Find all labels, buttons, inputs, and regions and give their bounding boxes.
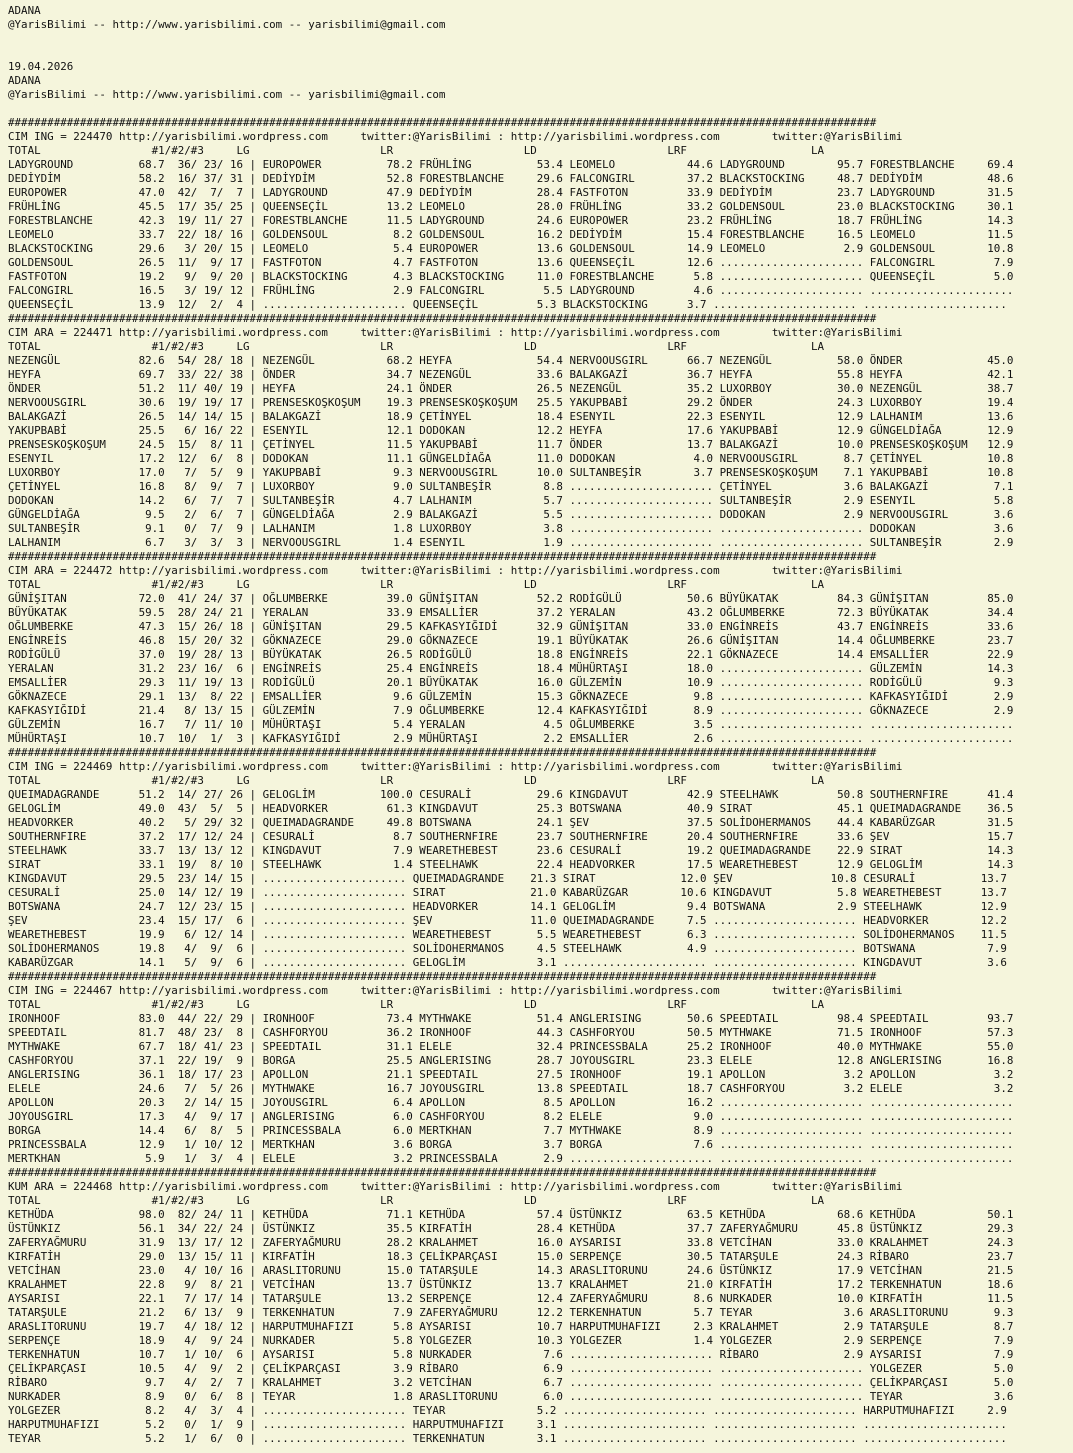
section-title: CIM ING = 224469 http://yarisbilimi.wordpress.com twitter:@YarisBilimi : http://yarisbilimi.wordpress.com twitter:@YarisBilimi: [8, 760, 903, 773]
column-header: TOTAL #1/#2/#3 LG LR LD LRF LA: [8, 998, 825, 1011]
table-row: KINGDAVUT 29.5 23/ 14/ 15 | ...................... QUEIMADAGRANDE 21.3 SIRAT 12.0 ŞEV 10.8 CESURALİ 13.7: [8, 872, 1007, 885]
table-row: ANGLERISING 36.1 18/ 17/ 23 | APOLLON 21.1 SPEEDTAIL 27.5 IRONHOOF 19.1 APOLLON 3.2 APOLLON 3.2: [8, 1068, 1014, 1081]
section-separator: #####################################################################################################################################: [8, 116, 877, 129]
table-row: PRINCESSBALA 12.9 1/ 10/ 12 | MERTKHAN 3.6 BORGA 3.7 BORGA 7.6 ...................... ......................: [8, 1138, 1014, 1151]
table-row: WEARETHEBEST 19.9 6/ 12/ 14 | ...................... WEARETHEBEST 5.5 WEARETHEBEST 6.3 ...................... SOLİDOHERMANOS 11.5: [8, 928, 1007, 941]
table-row: BORGA 14.4 6/ 8/ 5 | PRINCESSBALA 6.0 MERTKHAN 7.7 MYTHWAKE 8.9 ...................... ......................: [8, 1124, 1014, 1137]
section-title: CIM ARA = 224472 http://yarisbilimi.wordpress.com twitter:@YarisBilimi : http://yarisbilimi.wordpress.com twitter:@YarisBilimi: [8, 564, 903, 577]
table-row: VETCİHAN 23.0 4/ 10/ 16 | ARASLITORUNU 15.0 TATARŞULE 14.3 ARASLITORUNU 24.6 ÜSTÜNKIZ 17.9 VETCİHAN 21.5: [8, 1264, 1014, 1277]
table-row: ELELE 24.6 7/ 5/ 26 | MYTHWAKE 16.7 JOYOUSGIRL 13.8 SPEEDTAIL 18.7 CASHFORYOU 3.2 ELELE 3.2: [8, 1082, 1014, 1095]
table-row: MERTKHAN 5.9 1/ 3/ 4 | ELELE 3.2 PRINCESSBALA 2.9 ...................... ...................... ......................: [8, 1152, 1014, 1165]
section-title: CIM ARA = 224471 http://yarisbilimi.wordpress.com twitter:@YarisBilimi : http://yarisbilimi.wordpress.com twitter:@YarisBilimi: [8, 326, 903, 339]
table-row: QUEIMADAGRANDE 51.2 14/ 27/ 26 | GELOGLİM 100.0 CESURALİ 29.6 KINGDAVUT 42.9 STEELHAWK 50.8 SOUTHERNFIRE 41.4: [8, 788, 1014, 801]
table-row: DODOKAN 14.2 6/ 7/ 7 | SULTANBEŞİR 4.7 LALHANIM 5.7 ...................... SULTANBEŞİR 2.9 ESENYIL 5.8: [8, 494, 1014, 507]
table-row: AYSARISI 22.1 7/ 17/ 14 | TATARŞULE 13.2 SERPENÇE 12.4 ZAFERYAĞMURU 8.6 NURKADER 10.0 KIRFATİH 11.5: [8, 1292, 1014, 1305]
race-section: [8, 312, 1013, 550]
table-row: CASHFORYOU 37.1 22/ 19/ 9 | BORGA 25.5 ANGLERISING 28.7 JOYOUSGIRL 23.3 ELELE 12.8 ANGLERISING 16.8: [8, 1054, 1014, 1067]
blank-line: [8, 46, 1013, 60]
section-title: CIM ING = 224470 http://yarisbilimi.wordpress.com twitter:@YarisBilimi : http://yarisbilimi.wordpress.com twitter:@YarisBilimi: [8, 130, 903, 143]
table-row: KABARÜZGAR 14.1 5/ 9/ 6 | ...................... GELOGLİM 3.1 ...................... ...................... KINGDAVUT 3.6: [8, 956, 1007, 969]
table-row: EUROPOWER 47.0 42/ 7/ 7 | LADYGROUND 47.9 DEDİYDİM 28.4 FASTFOTON 33.9 DEDİYDİM 23.7 LADYGROUND 31.5: [8, 186, 1014, 199]
table-row: NURKADER 8.9 0/ 6/ 8 | TEYAR 1.8 ARASLITORUNU 6.0 ...................... ...................... TEYAR 3.6: [8, 1390, 1014, 1403]
table-row: ESENYIL 17.2 12/ 6/ 8 | DODOKAN 11.1 GÜNGELDİAĞA 11.0 DODOKAN 4.0 NERVOOUSGIRL 8.7 ÇETİNYEL 10.8: [8, 452, 1014, 465]
table-row: TATARŞULE 21.2 6/ 13/ 9 | TERKENHATUN 7.9 ZAFERYAĞMURU 12.2 TERKENHATUN 5.7 TEYAR 3.6 ARASLITORUNU 9.3: [8, 1306, 1014, 1319]
race-section: [8, 550, 1013, 746]
table-row: LALHANIM 6.7 3/ 3/ 3 | NERVOOUSGIRL 1.4 ESENYIL 1.9 ...................... ...................... SULTANBEŞİR 2.9: [8, 536, 1014, 549]
table-row: SIRAT 33.1 19/ 8/ 10 | STEELHAWK 1.4 STEELHAWK 22.4 HEADVORKER 17.5 WEARETHEBEST 12.9 GELOGLİM 14.3: [8, 858, 1014, 871]
table-row: IRONHOOF 83.0 44/ 22/ 29 | IRONHOOF 73.4 MYTHWAKE 51.4 ANGLERISING 50.6 SPEEDTAIL 98.4 SPEEDTAIL 93.7: [8, 1012, 1014, 1025]
table-row: ÇELİKPARÇASI 10.5 4/ 9/ 2 | ÇELİKPARÇASI 3.9 RİBARO 6.9 ...................... ...................... YOLGEZER 5.0: [8, 1362, 1014, 1375]
table-row: BALAKGAZİ 26.5 14/ 14/ 15 | BALAKGAZİ 18.9 ÇETİNYEL 18.4 ESENYIL 22.3 ESENYIL 12.9 LALHANIM 13.6: [8, 410, 1014, 423]
table-row: SOLİDOHERMANOS 19.8 4/ 9/ 6 | ...................... SOLİDOHERMANOS 4.5 STEELHAWK 4.9 ...................... BOTSWANA 7.9: [8, 942, 1007, 955]
table-row: ÜSTÜNKIZ 56.1 34/ 22/ 24 | ÜSTÜNKIZ 35.5 KIRFATİH 28.4 KETHÜDA 37.7 ZAFERYAĞMURU 45.8 ÜSTÜNKIZ 29.3: [8, 1222, 1014, 1235]
race-sections: [8, 116, 1013, 1446]
table-row: MÜHÜRTAŞI 10.7 10/ 1/ 3 | KAFKASYIĞIDİ 2.9 MÜHÜRTAŞI 2.2 EMSALLİER 2.6 ...................... ......................: [8, 732, 1014, 745]
table-row: BOTSWANA 24.7 12/ 23/ 15 | ...................... HEADVORKER 14.1 GELOGLİM 9.4 BOTSWANA 2.9 STEELHAWK 12.9: [8, 900, 1007, 913]
table-row: NEZENGÜL 82.6 54/ 28/ 18 | NEZENGÜL 68.2 HEYFA 54.4 NERVOOUSGIRL 66.7 NEZENGÜL 58.0 ÖNDER 45.0: [8, 354, 1014, 367]
table-row: KETHÜDA 98.0 82/ 24/ 11 | KETHÜDA 71.1 KETHÜDA 57.4 ÜSTÜNKIZ 63.5 KETHÜDA 68.6 KETHÜDA 50.1: [8, 1208, 1014, 1221]
table-row: OĞLUMBERKE 47.3 15/ 26/ 18 | GÜNİŞITAN 29.5 KAFKASYIĞIDİ 32.9 GÜNİŞITAN 33.0 ENGİNREİS 43.7 ENGİNREİS 33.6: [8, 620, 1014, 633]
table-row: KRALAHMET 22.8 9/ 8/ 21 | VETCİHAN 13.7 ÜSTÜNKIZ 13.7 KRALAHMET 21.0 KIRFATİH 17.2 TERKENHATUN 18.6: [8, 1278, 1014, 1291]
table-row: ZAFERYAĞMURU 31.9 13/ 17/ 12 | ZAFERYAĞMURU 28.2 KRALAHMET 16.0 AYSARISI 33.8 VETCİHAN 33.0 KRALAHMET 24.3: [8, 1236, 1014, 1249]
table-row: GOLDENSOUL 26.5 11/ 9/ 17 | FASTFOTON 4.7 FASTFOTON 13.6 QUEENSEÇİL 12.6 ...................... FALCONGIRL 7.9: [8, 256, 1014, 269]
table-row: CESURALİ 25.0 14/ 12/ 19 | ...................... SIRAT 21.0 KABARÜZGAR 10.6 KINGDAVUT 5.8 WEARETHEBEST 13.7: [8, 886, 1007, 899]
table-row: KIRFATİH 29.0 13/ 15/ 11 | KIRFATİH 18.3 ÇELİKPARÇASI 15.0 SERPENÇE 30.5 TATARŞULE 24.3 RİBARO 23.7: [8, 1250, 1014, 1263]
table-row: MYTHWAKE 67.7 18/ 41/ 23 | SPEEDTAIL 31.1 ELELE 32.4 PRINCESSBALA 25.2 IRONHOOF 40.0 MYTHWAKE 55.0: [8, 1040, 1014, 1053]
table-row: GÜNİŞITAN 72.0 41/ 24/ 37 | OĞLUMBERKE 39.0 GÜNİŞITAN 52.2 RODİGÜLÜ 50.6 BÜYÜKATAK 84.3 GÜNİŞITAN 85.0: [8, 592, 1014, 605]
section-separator: #####################################################################################################################################: [8, 970, 877, 983]
header-contact-repeat: @YarisBilimi -- http://www.yarisbilimi.com -- yarisbilimi@gmail.com: [8, 88, 446, 101]
table-row: TERKENHATUN 10.7 1/ 10/ 6 | AYSARISI 5.8 NURKADER 7.6 ...................... RİBARO 2.9 AYSARISI 7.9: [8, 1348, 1014, 1361]
column-header: TOTAL #1/#2/#3 LG LR LD LRF LA: [8, 1194, 825, 1207]
header-contact: @YarisBilimi -- http://www.yarisbilimi.com -- yarisbilimi@gmail.com: [8, 18, 446, 31]
table-row: GÜNGELDİAĞA 9.5 2/ 6/ 7 | GÜNGELDİAĞA 2.9 BALAKGAZİ 5.5 ...................... DODOKAN 2.9 NERVOOUSGIRL 3.6: [8, 508, 1014, 521]
table-row: SOUTHERNFIRE 37.2 17/ 12/ 24 | CESURALİ 8.7 SOUTHERNFIRE 23.7 SOUTHERNFIRE 20.4 SOUTHERNFIRE 33.6 ŞEV 15.7: [8, 830, 1014, 843]
table-row: YERALAN 31.2 23/ 16/ 6 | ENGİNREİS 25.4 ENGİNREİS 18.4 MÜHÜRTAŞI 18.0 ...................... GÜLZEMİN 14.3: [8, 662, 1014, 675]
section-separator: #####################################################################################################################################: [8, 1166, 877, 1179]
table-row: RİBARO 9.7 4/ 2/ 7 | KRALAHMET 3.2 VETCİHAN 6.7 ...................... ...................... ÇELİKPARÇASI 5.0: [8, 1376, 1014, 1389]
blank-line: [8, 102, 1013, 116]
header-city-repeat: ADANA: [8, 74, 41, 87]
table-row: BÜYÜKATAK 59.5 28/ 24/ 21 | YERALAN 33.9 EMSALLİER 37.2 YERALAN 43.2 OĞLUMBERKE 72.3 BÜYÜKATAK 34.4: [8, 606, 1014, 619]
table-row: HEADVORKER 40.2 5/ 29/ 32 | QUEIMADAGRANDE 49.8 BOTSWANA 24.1 ŞEV 37.5 SOLİDOHERMANOS 44.4 KABARÜZGAR 31.5: [8, 816, 1014, 829]
table-row: DEDİYDİM 58.2 16/ 37/ 31 | DEDİYDİM 52.8 FORESTBLANCHE 29.6 FALCONGIRL 37.2 BLACKSTOCKING 48.7 DEDİYDİM 48.6: [8, 172, 1014, 185]
race-section: [8, 970, 1013, 1166]
table-row: LEOMELO 33.7 22/ 18/ 16 | GOLDENSOUL 8.2 GOLDENSOUL 16.2 DEDİYDİM 15.4 FORESTBLANCHE 16.5 LEOMELO 11.5: [8, 228, 1014, 241]
table-row: ÖNDER 51.2 11/ 40/ 19 | HEYFA 24.1 ÖNDER 26.5 NEZENGÜL 35.2 LUXORBOY 30.0 NEZENGÜL 38.7: [8, 382, 1014, 395]
table-row: SERPENÇE 18.9 4/ 9/ 24 | NURKADER 5.8 YOLGEZER 10.3 YOLGEZER 1.4 YOLGEZER 2.9 SERPENÇE 7.9: [8, 1334, 1014, 1347]
column-header: TOTAL #1/#2/#3 LG LR LD LRF LA: [8, 144, 825, 157]
table-row: BLACKSTOCKING 29.6 3/ 20/ 15 | LEOMELO 5.4 EUROPOWER 13.6 GOLDENSOUL 14.9 LEOMELO 2.9 GOLDENSOUL 10.8: [8, 242, 1014, 255]
table-row: GÜLZEMİN 16.7 7/ 11/ 10 | MÜHÜRTAŞI 5.4 YERALAN 4.5 OĞLUMBERKE 3.5 ...................... ......................: [8, 718, 1014, 731]
table-row: GÖKNAZECE 29.1 13/ 8/ 22 | EMSALLİER 9.6 GÜLZEMİN 15.3 GÖKNAZECE 9.8 ...................... KAFKASYIĞIDİ 2.9: [8, 690, 1014, 703]
table-row: ŞEV 23.4 15/ 17/ 6 | ...................... ŞEV 11.0 QUEIMADAGRANDE 7.5 ...................... HEADVORKER 12.2: [8, 914, 1007, 927]
table-row: YOLGEZER 8.2 4/ 3/ 4 | ...................... TEYAR 5.2 ...................... ...................... HARPUTMUHAFIZI 2.9: [8, 1404, 1007, 1417]
table-row: NERVOOUSGIRL 30.6 19/ 19/ 17 | PRENSESKOŞKOŞUM 19.3 PRENSESKOŞKOŞUM 25.5 YAKUPBABİ 29.2 ÖNDER 24.3 LUXORBOY 19.4: [8, 396, 1014, 409]
table-row: FORESTBLANCHE 42.3 19/ 11/ 27 | FORESTBLANCHE 11.5 LADYGROUND 24.6 EUROPOWER 23.2 FRÜHLİNG 18.7 FRÜHLİNG 14.3: [8, 214, 1014, 227]
table-row: ENGİNREİS 46.8 15/ 20/ 32 | GÖKNAZECE 29.0 GÖKNAZECE 19.1 BÜYÜKATAK 26.6 GÜNİŞITAN 14.4 OĞLUMBERKE 23.7: [8, 634, 1014, 647]
table-row: EMSALLİER 29.3 11/ 19/ 13 | RODİGÜLÜ 20.1 BÜYÜKATAK 16.0 GÜLZEMİN 10.9 ...................... RODİGÜLÜ 9.3: [8, 676, 1014, 689]
blank-line: [8, 32, 1013, 46]
column-header: TOTAL #1/#2/#3 LG LR LD LRF LA: [8, 774, 825, 787]
table-row: RODİGÜLÜ 37.0 19/ 28/ 13 | BÜYÜKATAK 26.5 RODİGÜLÜ 18.8 ENGİNREİS 22.1 GÖKNAZECE 14.4 EMSALLİER 22.9: [8, 648, 1014, 661]
table-row: FASTFOTON 19.2 9/ 9/ 20 | BLACKSTOCKING 4.3 BLACKSTOCKING 11.0 FORESTBLANCHE 5.8 ...................... QUEENSEÇİL 5.0: [8, 270, 1014, 283]
section-separator: #####################################################################################################################################: [8, 746, 877, 759]
race-section: [8, 746, 1013, 970]
table-row: QUEENSEÇİL 13.9 12/ 2/ 4 | ...................... QUEENSEÇİL 5.3 BLACKSTOCKING 3.7 ...................... ......................: [8, 298, 1007, 311]
report-document: [8, 4, 1013, 1446]
section-separator: #####################################################################################################################################: [8, 312, 877, 325]
table-row: JOYOUSGIRL 17.3 4/ 9/ 17 | ANGLERISING 6.0 CASHFORYOU 8.2 ELELE 9.0 ...................... ......................: [8, 1110, 1014, 1123]
section-separator: #####################################################################################################################################: [8, 550, 877, 563]
table-row: SULTANBEŞİR 9.1 0/ 7/ 9 | LALHANIM 1.8 LUXORBOY 3.8 ...................... ...................... DODOKAN 3.6: [8, 522, 1014, 535]
table-row: ARASLITORUNU 19.7 4/ 18/ 12 | HARPUTMUHAFIZI 5.8 AYSARISI 10.7 HARPUTMUHAFIZI 2.3 KRALAHMET 2.9 TATARŞULE 8.7: [8, 1320, 1014, 1333]
section-title: CIM ING = 224467 http://yarisbilimi.wordpress.com twitter:@YarisBilimi : http://yarisbilimi.wordpress.com twitter:@YarisBilimi: [8, 984, 903, 997]
table-row: STEELHAWK 33.7 13/ 13/ 12 | KINGDAVUT 7.9 WEARETHEBEST 23.6 CESURALİ 19.2 QUEIMADAGRANDE 22.9 SIRAT 14.3: [8, 844, 1014, 857]
table-row: FRÜHLİNG 45.5 17/ 35/ 25 | QUEENSEÇİL 13.2 LEOMELO 28.0 FRÜHLİNG 33.2 GOLDENSOUL 23.0 BLACKSTOCKING 30.1: [8, 200, 1014, 213]
table-row: TEYAR 5.2 1/ 6/ 0 | ...................... TERKENHATUN 3.1 ...................... ...................... ......................: [8, 1432, 1007, 1445]
section-title: KUM ARA = 224468 http://yarisbilimi.wordpress.com twitter:@YarisBilimi : http://yarisbilimi.wordpress.com twitter:@YarisBilimi: [8, 1180, 903, 1193]
table-row: YAKUPBABİ 25.5 6/ 16/ 22 | ESENYIL 12.1 DODOKAN 12.2 HEYFA 17.6 YAKUPBABİ 12.9 GÜNGELDİAĞA 12.9: [8, 424, 1014, 437]
race-section: [8, 1166, 1013, 1446]
header-city: ADANA: [8, 4, 41, 17]
table-row: SPEEDTAIL 81.7 48/ 23/ 8 | CASHFORYOU 36.2 IRONHOOF 44.3 CASHFORYOU 50.5 MYTHWAKE 71.5 IRONHOOF 57.3: [8, 1026, 1014, 1039]
table-row: LADYGROUND 68.7 36/ 23/ 16 | EUROPOWER 78.2 FRÜHLİNG 53.4 LEOMELO 44.6 LADYGROUND 95.7 FORESTBLANCHE 69.4: [8, 158, 1014, 171]
table-row: LUXORBOY 17.0 7/ 5/ 9 | YAKUPBABİ 9.3 NERVOOUSGIRL 10.0 SULTANBEŞİR 3.7 PRENSESKOŞKOŞUM 7.1 YAKUPBABİ 10.8: [8, 466, 1014, 479]
column-header: TOTAL #1/#2/#3 LG LR LD LRF LA: [8, 340, 825, 353]
table-row: HARPUTMUHAFIZI 5.2 0/ 1/ 9 | ...................... HARPUTMUHAFIZI 3.1 ...................... ...................... ......................: [8, 1418, 1007, 1431]
report-date: 19.04.2026: [8, 60, 74, 73]
table-row: PRENSESKOŞKOŞUM 24.5 15/ 8/ 11 | ÇETİNYEL 11.5 YAKUPBABİ 11.7 ÖNDER 13.7 BALAKGAZİ 10.0 PRENSESKOŞKOŞUM 12.9: [8, 438, 1014, 451]
table-row: FALCONGIRL 16.5 3/ 19/ 12 | FRÜHLİNG 2.9 FALCONGIRL 5.5 LADYGROUND 4.6 ...................... ......................: [8, 284, 1014, 297]
table-row: GELOGLİM 49.0 43/ 5/ 5 | HEADVORKER 61.3 KINGDAVUT 25.3 BOTSWANA 40.9 SIRAT 45.1 QUEIMADAGRANDE 36.5: [8, 802, 1014, 815]
table-row: APOLLON 20.3 2/ 14/ 15 | JOYOUSGIRL 6.4 APOLLON 8.5 APOLLON 16.2 ...................... ......................: [8, 1096, 1014, 1109]
race-section: [8, 116, 1013, 312]
column-header: TOTAL #1/#2/#3 LG LR LD LRF LA: [8, 578, 825, 591]
table-row: HEYFA 69.7 33/ 22/ 38 | ÖNDER 34.7 NEZENGÜL 33.6 BALAKGAZİ 36.7 HEYFA 55.8 HEYFA 42.1: [8, 368, 1014, 381]
table-row: ÇETİNYEL 16.8 8/ 9/ 7 | LUXORBOY 9.0 SULTANBEŞİR 8.8 ...................... ÇETİNYEL 3.6 BALAKGAZİ 7.1: [8, 480, 1014, 493]
table-row: KAFKASYIĞIDİ 21.4 8/ 13/ 15 | GÜLZEMİN 7.9 OĞLUMBERKE 12.4 KAFKASYIĞIDİ 8.9 ...................... GÖKNAZECE 2.9: [8, 704, 1014, 717]
